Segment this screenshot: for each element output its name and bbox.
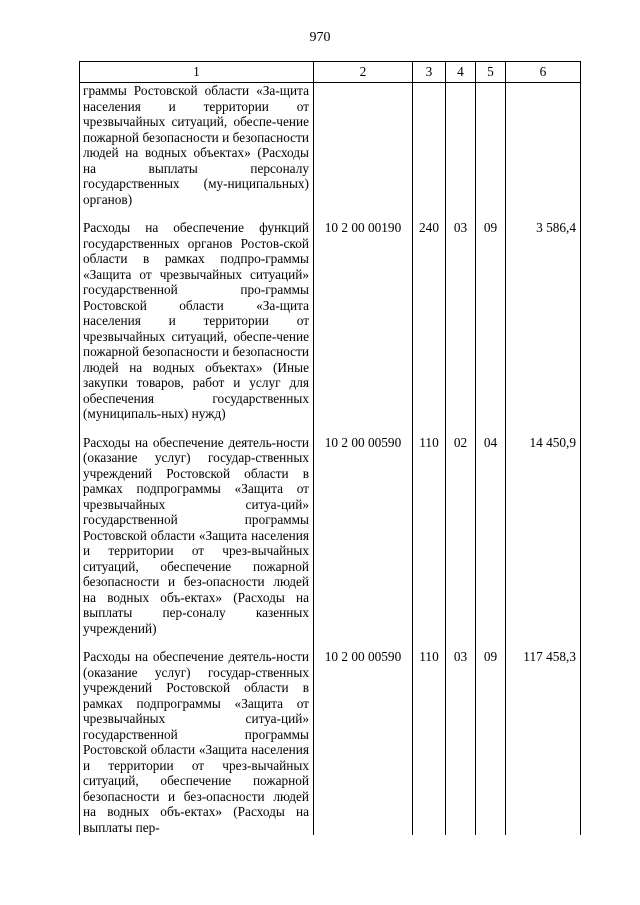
row-description: граммы Ростовской области «За-щита населения и территории от чрезвычайных ситуаций, обеспе-чение пожарной безопасности и безопасности людей на водных объектах» (Расходы на выплаты персоналу государственных (му-ниципальных) органов) — [80, 83, 314, 208]
column-header: 2 — [314, 62, 413, 83]
row-spacer — [80, 422, 581, 435]
page-number: 970 — [309, 30, 331, 45]
row-expense-type: 240 — [413, 220, 446, 422]
row-amount: 14 450,9 — [506, 435, 581, 637]
row-subsection: 09 — [476, 220, 506, 422]
row-description: Расходы на обеспечение деятель-ности (оказание услуг) государ-ственных учреждений Ростовской области в рамках подпрограммы «Защита от чрезвычайных ситуа-ций» государственной программы Ростовской области «Защита населения и территории от чрез-вычайных ситуаций, обеспечение пожарной безопасности и без-опасности людей на водных объ-ектах» (Расходы на выплаты пер-соналу казенных учреждений) — [80, 435, 314, 637]
row-subsection: 09 — [476, 649, 506, 835]
row-target-code: 10 2 00 00590 — [314, 649, 413, 835]
column-header: 4 — [446, 62, 476, 83]
row-section: 03 — [446, 220, 476, 422]
row-amount — [506, 83, 581, 208]
row-spacer — [80, 207, 581, 220]
column-header: 6 — [506, 62, 581, 83]
row-subsection — [476, 83, 506, 208]
row-spacer — [80, 636, 581, 649]
column-header: 5 — [476, 62, 506, 83]
row-amount: 117 458,3 — [506, 649, 581, 835]
column-header: 1 — [80, 62, 314, 83]
row-target-code — [314, 83, 413, 208]
row-expense-type: 110 — [413, 435, 446, 637]
budget-table — [79, 61, 581, 835]
table-row — [80, 649, 581, 835]
row-section — [446, 83, 476, 208]
table-row — [80, 83, 581, 208]
row-description: Расходы на обеспечение функций государственных органов Ростов-ской области в рамках подпро-граммы «Защита от чрезвычайных ситуаций» государственной про-граммы Ростовской области «За-щита населения и территории от чрезвычайных ситуаций, обеспе-чение пожарной безопасности и безопасности людей на водных объектах» (Иные закупки товаров, работ и услуг для обеспечения государственных (муниципаль-ных) нужд) — [80, 220, 314, 422]
row-section: 03 — [446, 649, 476, 835]
table-row — [80, 220, 581, 422]
row-amount: 3 586,4 — [506, 220, 581, 422]
row-subsection: 04 — [476, 435, 506, 637]
row-target-code: 10 2 00 00190 — [314, 220, 413, 422]
row-target-code: 10 2 00 00590 — [314, 435, 413, 637]
row-expense-type — [413, 83, 446, 208]
table-row — [80, 435, 581, 637]
row-expense-type: 110 — [413, 649, 446, 835]
row-description: Расходы на обеспечение деятель-ности (оказание услуг) государ-ственных учреждений Ростовской области в рамках подпрограммы «Защита от чрезвычайных ситуа-ций» государственной программы Ростовской области «Защита населения и территории от чрез-вычайных ситуаций, обеспечение пожарной безопасности и без-опасности людей на водных объ-ектах» (Расходы на выплаты пер- — [80, 649, 314, 835]
table-header-row — [80, 62, 581, 83]
column-header: 3 — [413, 62, 446, 83]
row-section: 02 — [446, 435, 476, 637]
